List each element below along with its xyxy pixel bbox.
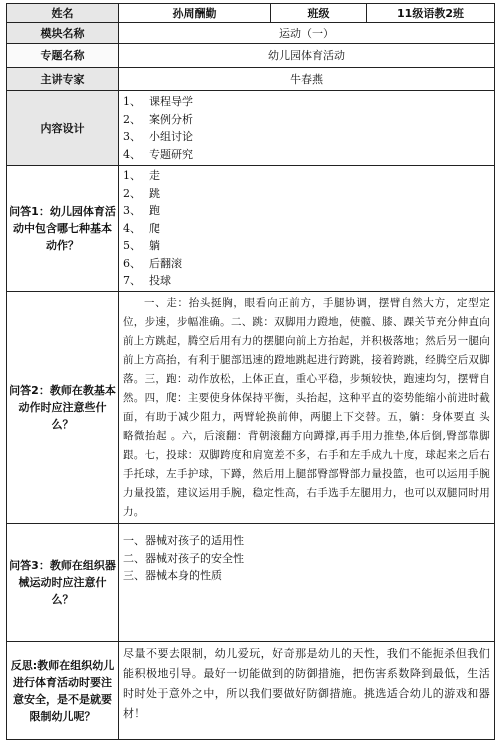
q1-cell [119,166,495,292]
module-value: 运动（一） [119,23,495,44]
q3-list [123,532,490,585]
q2-row [7,292,495,524]
class-label: 班级 [271,4,367,23]
content-design-row [7,91,495,166]
q1-label: 问答1：幼儿园体育活动中包含哪七种基本动作？ [7,166,119,292]
list-item: 2、 跳 [123,186,160,200]
content-design-list [123,93,490,163]
expert-label: 主讲专家 [7,68,119,91]
q3-label: 问答3：教师在组织器械运动时应注意什么？ [7,524,119,642]
list-item: 3、 小组讨论 [123,130,193,143]
list-item: 6、 后翻滚 [123,256,182,270]
q2-answer: 一、走：抬头挺胸，眼看向正前方，手腿协调，摆臂自然大方，定型定位，步速，步幅准确。二、跳：双脚用力蹬地，使髋、膝、踝关节充分伸直向前上方跳起，腾空后用有力的摆腿向前上方抬起，并积极落地；然后另一腿向前上方高抬，有利于腿部迅速的蹬地跳起进行跨跳，接着跨跳，经腾空后双脚落。三，跑：动作放松，上体正直，重心平稳，步频较快，跑速均匀，摆臂自然。四，爬：主要使身体保持平衡，头抬起，这种平直的姿势能缩小前进时截面，有助于减少阻力，两臂轮换前伸，两腿上下交替。五，躺：身体要直 头略微抬起 。六，后滚翻：背朝滚翻方向蹲撑,再手用力推垫,体后倒,臀部靠脚跟。七，投球：双脚跨度和肩宽差不多，右手和左手成九十度，球起来之后右手托球，左手护球，下蹲，然后用上腿部臀部臀部力量投篮，也可以运用手腕力量投篮，建议运用手腕，稳定性高，右手选手左腿用力，也可以双腿同时用力。 [123,296,490,518]
list-item: 5、 躺 [123,239,160,253]
q3-cell [119,524,495,642]
list-item: 7、 投球 [123,274,171,288]
module-row [7,23,495,44]
q2-cell [119,292,495,524]
expert-row [7,68,495,91]
list-item: 4、 爬 [123,221,160,235]
content-design-cell [119,91,495,166]
name-label: 姓名 [7,4,119,23]
list-item: 二、器械对孩子的安全性 [123,551,244,565]
content-design-label: 内容设计 [7,91,119,166]
topic-value: 幼儿园体育活动 [119,44,495,68]
list-item: 2、 案例分析 [123,112,193,126]
topic-row [7,44,495,68]
name-value: 孙周酬勤 [119,4,271,23]
list-item: 4、 专题研究 [123,147,193,161]
reflection-label: 反思:教师在组织幼儿进行体育活动时要注意安全，是不是就要限制幼儿呢？ [7,642,119,740]
reflection-row [7,642,495,740]
reflection-answer: 尽量不要去限制，幼儿爱玩，好奇那是幼儿的天性，我们不能扼杀但我们能积极地引导。最好一切能做到的防御措施，把伤害系数降到最低，生活时时处于意外之中，所以我们要做好防御措施。挑选适合幼儿的游戏和器材！ [123,647,490,720]
q1-row [7,166,495,292]
class-value: 11级语教2班 [367,4,495,23]
module-label: 模块名称 [7,23,119,44]
list-item: 1、 走 [123,169,160,183]
list-item: 三、器械本身的性质 [123,569,222,582]
topic-label: 专题名称 [7,44,119,68]
list-item: 3、 跑 [123,204,160,218]
q1-list [123,167,490,290]
header-row [7,4,495,23]
q2-label: 问答2：教师在教基本动作时应注意些什么？ [7,292,119,524]
list-item: 1、 课程导学 [123,95,193,108]
course-record-table [6,3,495,740]
list-item: 一、器械对孩子的适用性 [123,534,244,547]
expert-value: 牛春燕 [119,68,495,91]
q3-row [7,524,495,642]
reflection-cell [119,642,495,740]
